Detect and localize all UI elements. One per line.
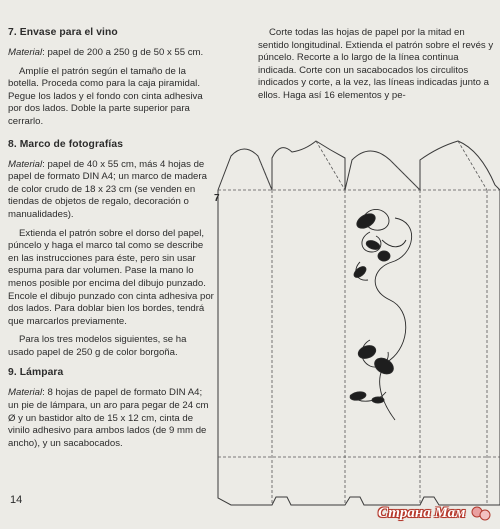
section-7-material: [8, 47, 215, 60]
section-9-material: [8, 387, 215, 450]
watermark-logo-icon: [470, 504, 492, 524]
floral-ornament: [349, 209, 411, 420]
material-text: : papel de 200 a 250 g de 50 x 55 cm.: [42, 47, 204, 58]
material-label: Material: [8, 158, 43, 170]
section-8-paragraph-1: Extienda el patrón sobre el dorso del papel, púncelo y haga el marco tal como se describe en las instrucciones para éste, pero sin usar espuma para dar volumen. Pase la mano lo menos posible por encima del dibujo punzado. Encole el dibujo punzado con cinta adhesiva por dos lados. Para doblar bien los bordes, tendrá que marcarlos previamente.: [8, 227, 214, 327]
page-number: 14: [10, 494, 23, 506]
section-7-paragraph: Amplíe el patrón según el tamaño de la botella. Proceda como para la caja piramidal. Pegue los lados y el fondo con cinta adhesiva por dos lados. Doble la parte superior para cerrarlo.: [8, 65, 203, 127]
section-8-title: 8. Marco de fotografías: [8, 138, 124, 150]
section-7-title: 7. Envase para el vino: [8, 27, 118, 38]
right-column: [258, 27, 498, 109]
material-text: : papel de 40 x 55 cm, más 4 hojas de papel de formato DIN A4; un marco de madera de color crudo de 18 x 23 cm (se venden en tiendas de objetos de regalo, decoración o manualidades).: [8, 158, 207, 220]
material-label: Material: [8, 387, 43, 399]
section-8-paragraph-2: Para los tres modelos siguientes, se ha usado papel de 250 g de color borgoña.: [8, 334, 187, 358]
material-text: : 8 hojas de papel de formato DIN A4; un pie de lámpara, un aro para pegar de 24 cm Ø y un bastidor alto de 15 x 12 cm, cinta de vinilo adhesivo para ambos lados (de 9 mm de ancho), y un sacabocados.: [8, 387, 209, 449]
watermark-text: Страна Мам: [378, 505, 466, 521]
figure-label: 7: [214, 193, 220, 204]
left-column: [8, 27, 215, 456]
bottle-pattern-diagram: [208, 140, 500, 529]
pattern-outline: [218, 190, 500, 505]
section-8-material: [8, 159, 215, 222]
material-label: Material: [8, 47, 43, 58]
right-paragraph: Corte todas las hojas de papel por la mitad en sentido longitudinal. Extienda el patrón sobre el revés y púncelo. Recorte a lo largo de la línea continua indicada. Corte con un sacabocados los circulitos indicados y corte, a la vez, las líneas indicadas junto a ellos. Haga así 16 elementos y pe-: [258, 27, 494, 101]
section-9-title: 9. Lámpara: [8, 367, 64, 379]
